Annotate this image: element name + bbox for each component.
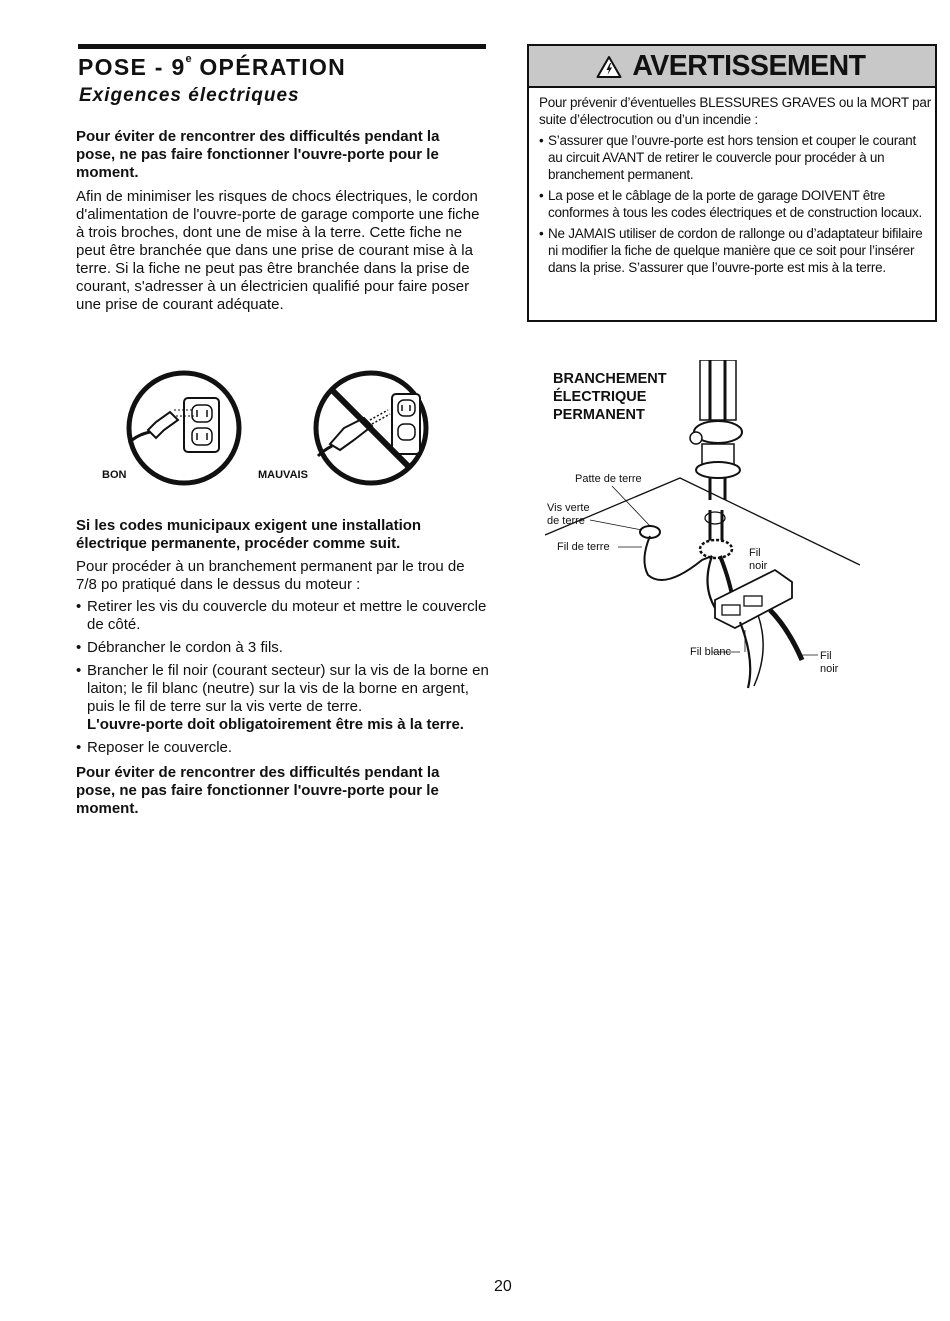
permanent-wiring-heading: Si les codes municipaux exigent une installation électrique permanente, procéder comme suit. (76, 517, 422, 552)
warning-intro: Pour prévenir d’éventuelles BLESSURES GRAVES ou la MORT par suite d’électrocution ou d’un incendie : (539, 95, 931, 127)
list-item: • Débrancher le cordon à 3 fils. (76, 639, 283, 656)
warning-item: • Ne JAMAIS utiliser de cordon de rallonge ou d’adaptateur bifilaire ni modifier la fiche de quelque manière que ce soit pour l’insérer dans la prise. S’assurer que l’ouvre-porte est mis à la terre. (539, 226, 923, 275)
wiring-steps-list (76, 598, 490, 762)
warning-body (539, 94, 931, 280)
intro-warning-text: Pour éviter de rencontrer des difficultés pendant la pose, ne pas faire fonctionner l'ouvre-porte pour le moment. (76, 128, 440, 181)
bad-label: MAUVAIS (258, 469, 308, 481)
incorrect-plug-illustration (312, 370, 430, 486)
list-item: • Retirer les vis du couvercle du moteur et mettre le couvercle de côté. (76, 598, 487, 633)
title-superscript: e (185, 53, 192, 65)
callout-white-wire: Fil blanc (690, 646, 731, 658)
grounding-required-text: L'ouvre-porte doit obligatoirement être mis à la terre. (87, 716, 464, 733)
title-rule (78, 44, 486, 49)
warning-triangle-lightning-icon (596, 55, 622, 79)
page-subtitle: Exigences électriques (79, 85, 300, 106)
page-number: 20 (494, 1278, 512, 1295)
diagram-title: BRANCHEMENT ÉLECTRIQUE PERMANENT (553, 371, 667, 423)
callout-black-wire-bottom: Fil noir (820, 650, 839, 675)
correct-plug-illustration (126, 370, 242, 486)
callout-black-wire-top: Fil noir (749, 547, 768, 572)
warning-header (529, 46, 935, 88)
callout-ground-tab: Patte de terre (575, 473, 642, 485)
permanent-wiring-intro: Pour procéder à un branchement permanent par le trou de 7/8 po pratiqué dans le dessus du moteur : (76, 558, 465, 593)
warning-item: • S’assurer que l’ouvre-porte est hors tension et couper le courant au circuit AVANT de retirer le couvercle pour procéder à un branchement permanent. (539, 133, 916, 182)
final-warning-text: Pour éviter de rencontrer des difficultés pendant la pose, ne pas faire fonctionner l'ouvre-porte pour le moment. (76, 764, 440, 817)
page-title: POSE - 9e OPÉRATION (78, 53, 347, 80)
list-item: • Reposer le couvercle. (76, 739, 233, 756)
warning-box (527, 44, 937, 322)
good-label: BON (102, 469, 127, 481)
warning-list (539, 132, 931, 276)
intro-paragraph: Afin de minimiser les risques de chocs électriques, le cordon d'alimentation de l'ouvre-porte de garage comporte une fiche à trois broches, dont une de mise à la terre. Cette fiche ne peut être branchée que dans une prise de courant mise à la terre. Si la fiche ne peut pas être branchée dans la prise de courant, s'adresser à un électricien qualifié pour faire poser une prise de courant adéquate. (76, 188, 480, 313)
warning-item: • La pose et le câblage de la porte de garage DOIVENT être conformes à tous les codes électriques et de construction locaux. (539, 188, 922, 220)
list-item: • Brancher le fil noir (courant secteur) sur la vis de la borne en laiton; le fil blanc (neutre) sur la vis de la borne en argent, puis le fil de terre sur la vis verte de terre. L'ouvre-porte doit obligatoirement être mis à la terre. (76, 662, 489, 733)
callout-ground-wire: Fil de terre (557, 541, 610, 553)
warning-title: AVERTISSEMENT (632, 50, 866, 82)
callout-green-screw: Vis verte de terre (547, 502, 590, 527)
